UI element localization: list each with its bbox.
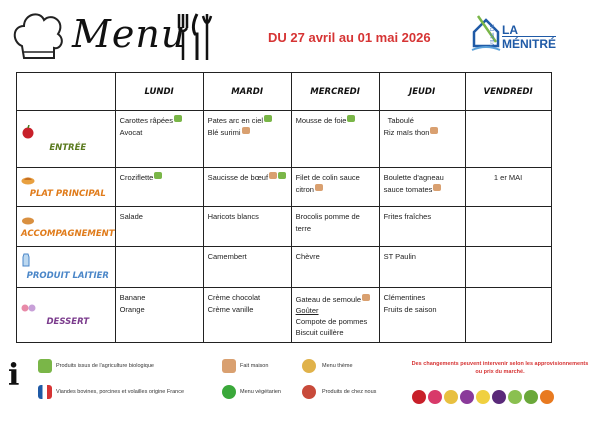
dish: Orange [119, 305, 145, 314]
bio-icon [154, 172, 162, 179]
broccoli-icon [524, 390, 538, 404]
logo-line2: MÉNITRÉ [502, 37, 556, 51]
local-products-icon [302, 385, 316, 399]
table-row [17, 207, 552, 247]
homemade-icon [362, 294, 370, 301]
menu-cell [379, 247, 465, 288]
dish: Gateau de semoule [295, 295, 362, 304]
menu-cell [203, 247, 291, 288]
dish: Riz maïs thon [383, 128, 430, 137]
apple-icon [21, 125, 35, 139]
day-header: LUNDI [115, 73, 203, 111]
homemade-icon [433, 184, 441, 191]
chef-hat-icon [10, 8, 66, 66]
radish-icon [428, 390, 442, 404]
dish: Crème chocolat [207, 293, 261, 302]
legend-footer [0, 352, 600, 424]
legend-theme: Menu thème [322, 363, 353, 369]
menu-cell [379, 168, 465, 207]
homemade-icon [269, 172, 277, 179]
homemade-legend-icon [222, 359, 236, 373]
dish: Salade [119, 212, 143, 221]
homemade-icon [430, 127, 438, 134]
cherry-icon [412, 390, 426, 404]
category-cell [17, 111, 116, 168]
table-row [17, 288, 552, 343]
info-icon: i [8, 358, 20, 393]
bio-icon [278, 172, 286, 179]
homemade-icon [242, 127, 250, 134]
banana-icon [476, 390, 490, 404]
date-range: DU 27 avril au 01 mai 2026 [268, 30, 431, 45]
legend-local: Produits de chez nous [322, 389, 377, 395]
house-icon [470, 12, 502, 54]
menu-cell [291, 168, 379, 207]
menu-cell [465, 247, 551, 288]
pear-icon [444, 390, 458, 404]
menu-cell [115, 288, 203, 343]
cabbage-icon [508, 390, 522, 404]
snack-label: Goûter [295, 306, 319, 315]
town-logo [470, 12, 585, 62]
category-cell [17, 168, 116, 207]
menu-cell [203, 288, 291, 343]
dish: Brocolis pomme de [295, 212, 360, 221]
menu-cell [291, 288, 379, 343]
dish: Avocat [119, 128, 143, 137]
dish: Boulette d'agneau [383, 173, 444, 182]
menu-cell [115, 168, 203, 207]
dish: Crème vanille [207, 305, 254, 314]
menu-cell [379, 288, 465, 343]
dish: Clémentines [383, 293, 426, 302]
menu-cell [203, 207, 291, 247]
legend-maison: Fait maison [240, 363, 269, 369]
category-label: ENTRÉE [49, 143, 87, 153]
bio-logo-icon [38, 359, 52, 373]
milk-icon [21, 253, 31, 267]
dish: Camembert [207, 252, 247, 261]
day-header: MARDI [203, 73, 291, 111]
grapes-icon [460, 390, 474, 404]
category-label: ACCOMPAGNEMENT [21, 228, 115, 239]
menu-cell [291, 207, 379, 247]
legend-vege: Menu végétarien [240, 389, 281, 395]
logo-text [502, 24, 556, 50]
bread-icon [21, 215, 35, 225]
category-label: PRODUIT LAITIER [26, 271, 109, 281]
theme-icon [302, 359, 316, 373]
menu-cell [115, 207, 203, 247]
category-cell [17, 247, 116, 288]
menu-cell [291, 247, 379, 288]
bio-icon [174, 115, 182, 122]
legend-bio: Produits issus de l'agriculture biologique [56, 363, 154, 369]
plate-icon [21, 175, 35, 185]
day-header: VENDREDI [465, 73, 551, 111]
table-row [17, 247, 552, 288]
menu-cell [465, 111, 551, 168]
dish: terre [295, 224, 312, 233]
holiday-note: 1 er MAI [493, 173, 523, 182]
table-row [17, 168, 552, 207]
carrot-icon [540, 390, 554, 404]
header [0, 0, 600, 70]
menu-cell [115, 247, 203, 288]
dish: Blé surimi [207, 128, 241, 137]
vegetarian-icon [222, 385, 236, 399]
eggplant-icon [492, 390, 506, 404]
france-flag-icon [38, 385, 52, 399]
header-corner [17, 73, 116, 111]
dish: Haricots blancs [207, 212, 259, 221]
category-cell [17, 288, 116, 343]
category-cell [17, 207, 116, 247]
dish: Compote de pommes [295, 317, 368, 326]
dish: Saucisse de bœuf [207, 173, 269, 182]
dish: Taboulé [387, 116, 414, 125]
dish: Fruits de saison [383, 305, 437, 314]
warning-text: Des changements peuvent intervenir selon les approvisionnements ou prix du marché. [411, 361, 589, 375]
menu-cell [203, 111, 291, 168]
day-header: JEUDI [379, 73, 465, 111]
menu-cell [465, 168, 551, 207]
dish: Filet de colin sauce [295, 173, 360, 182]
logo-line1: LA [502, 23, 518, 37]
macaron-icon [21, 303, 37, 313]
category-label: DESSERT [46, 317, 90, 327]
dish: citron [295, 185, 314, 194]
menu-table [16, 72, 552, 343]
menu-cell [465, 207, 551, 247]
menu-cell [379, 111, 465, 168]
table-row [17, 111, 552, 168]
dish: Croziflette [119, 173, 154, 182]
bio-icon [347, 115, 355, 122]
dish: Frites fraîches [383, 212, 432, 221]
menu-cell [379, 207, 465, 247]
dish: Chèvre [295, 252, 320, 261]
menu-cell [291, 111, 379, 168]
dish: ST Paulin [383, 252, 416, 261]
cutlery-icon [175, 12, 215, 62]
dish: Biscuit cuillère [295, 328, 344, 337]
menu-cell [203, 168, 291, 207]
legend-france: Viandes bovines, porcines et volailles origine France [56, 389, 184, 395]
menu-cell [115, 111, 203, 168]
homemade-icon [315, 184, 323, 191]
bio-icon [264, 115, 272, 122]
dish: Carottes râpées [119, 116, 173, 125]
menu-title: Menu [72, 12, 187, 56]
dish: Mousse de foie [295, 116, 347, 125]
dish: Pates arc en ciel [207, 116, 264, 125]
menu-cell [465, 288, 551, 343]
dish: sauce tomates [383, 185, 433, 194]
category-label: PLAT PRINCIPAL [29, 189, 106, 199]
day-header: MERCREDI [291, 73, 379, 111]
logo-vertical-text: VILLE DE [490, 24, 496, 46]
table-header-row [17, 73, 552, 111]
dish: Banane [119, 293, 146, 302]
